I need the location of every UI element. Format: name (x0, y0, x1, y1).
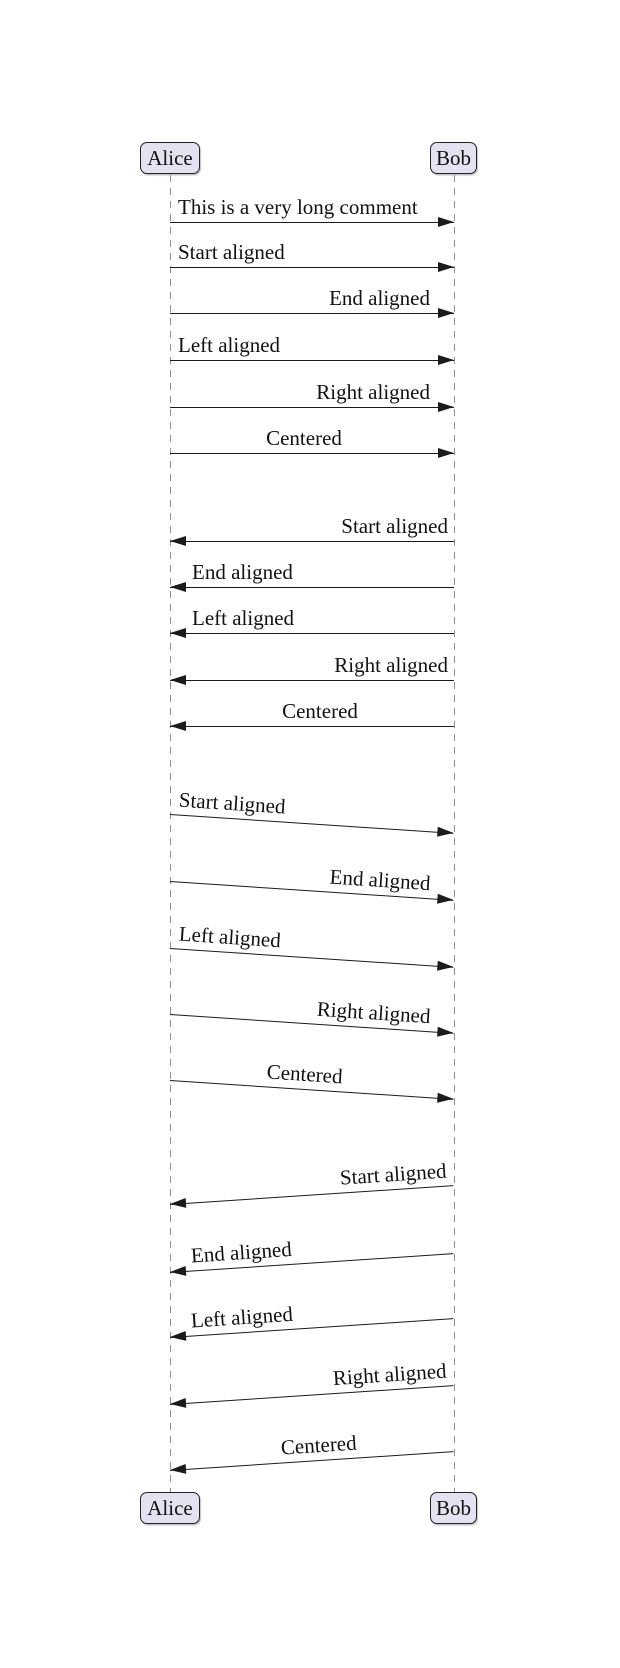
message-label: Left aligned (190, 1301, 294, 1333)
arrow-line (170, 267, 454, 268)
participant-bob-bottom (430, 1492, 477, 1524)
message-label: Start aligned (178, 787, 287, 819)
participant-name-label: Alice (147, 1495, 193, 1520)
message-label: Right aligned (334, 653, 448, 677)
arrow-line (170, 407, 454, 408)
participant-alice-top (140, 142, 200, 174)
participant-name-label: Alice (147, 145, 193, 170)
message (170, 864, 453, 900)
arrow-line (170, 360, 454, 361)
lifeline-bob (454, 175, 455, 1492)
lifeline-alice (170, 175, 171, 1492)
message-label: End aligned (192, 560, 293, 584)
message-label: Centered (266, 1059, 344, 1089)
arrow-line (170, 222, 454, 223)
message (170, 1059, 453, 1099)
message (170, 996, 453, 1033)
message-label: End aligned (329, 286, 430, 310)
message-label: Left aligned (178, 333, 281, 357)
arrow-line (170, 541, 454, 542)
message-label: End aligned (190, 1236, 293, 1268)
message-label: Right aligned (332, 1358, 448, 1391)
message (170, 1236, 453, 1272)
participant-name-label: Bob (435, 145, 471, 170)
message-label: Start aligned (178, 240, 285, 264)
arrow-line (170, 633, 454, 634)
participant-bob-top (430, 142, 477, 174)
message-label: Left aligned (192, 606, 295, 630)
arrow-line (170, 726, 454, 727)
message-label: Right aligned (316, 996, 432, 1029)
arrow-line (170, 587, 454, 588)
message (170, 921, 453, 967)
message (170, 1358, 453, 1404)
arrow-line (170, 313, 454, 314)
participant-alice-bottom (140, 1492, 200, 1524)
message-label: This is a very long comment (178, 195, 418, 219)
arrow-line (170, 453, 454, 454)
message-label: Start aligned (339, 1158, 448, 1190)
message-label: Left aligned (178, 921, 282, 953)
message (170, 787, 453, 833)
participant-name-label: Bob (435, 1495, 471, 1520)
message-label: Centered (282, 699, 358, 723)
message (170, 1301, 453, 1337)
message (170, 1430, 453, 1470)
message-label: End aligned (328, 864, 432, 896)
message-label: Right aligned (316, 380, 430, 404)
message (170, 1158, 453, 1204)
message-label: Start aligned (341, 514, 448, 538)
arrow-line (170, 680, 454, 681)
message-label: Centered (266, 426, 342, 450)
message-label: Centered (280, 1430, 358, 1460)
